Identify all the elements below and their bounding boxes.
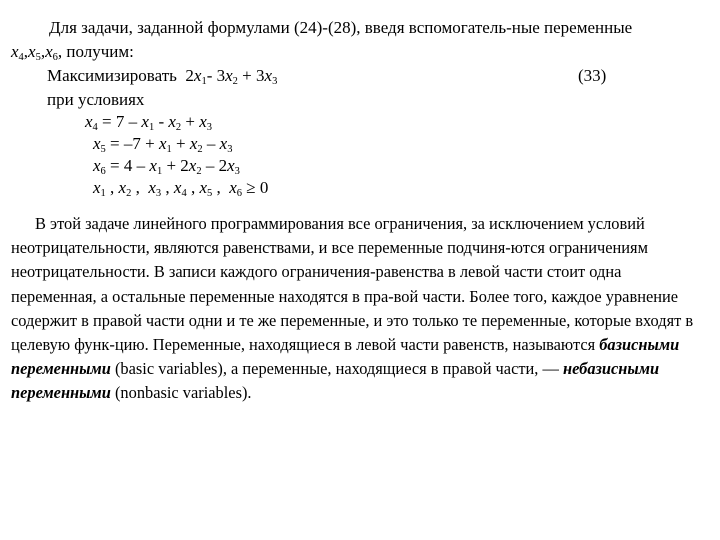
intro-line-2: $x_4,x_5,x_6$, получим: — [11, 42, 134, 63]
var-x4: x — [11, 42, 19, 61]
paragraph-text-2: (basic variables), а переменные, находящиеся в правой части, — — [110, 359, 563, 379]
term-nonbasic-variables: небазисными переменными — [11, 359, 660, 403]
var-x5: x — [28, 42, 36, 61]
objective-var-2: x — [225, 66, 233, 85]
objective-var-3: x — [264, 66, 273, 85]
objective-coef-1: 2 — [185, 66, 194, 85]
conditions-label: при условиях — [47, 90, 145, 109]
constraint-nonnegativity: $x_1$ , $x_2$ , $x_3$ , $x_4$ , $x_5$ , $x_6 \ge 0$ — [93, 178, 269, 199]
objective-coef-3: + 3 — [242, 66, 265, 85]
objective-sub-3: 3 — [272, 76, 278, 87]
explanation-paragraph — [11, 212, 701, 406]
objective-sub-1: 1 — [201, 76, 207, 87]
intro-line-2-tail: , получим: — [57, 42, 134, 61]
intro-line-1: Для задачи, заданной формулами (24)-(28), введя вспомогатель-ные переменные — [49, 18, 633, 37]
objective-sub-2: 2 — [232, 76, 238, 87]
var-x6: x — [45, 42, 53, 61]
equation-number: (33) — [578, 66, 607, 85]
var-x4-sub: 4 — [18, 52, 24, 63]
paragraph-text-3: (nonbasic variables). — [110, 383, 252, 403]
term-basic-variables: базисными переменными — [11, 335, 680, 379]
var-x6-sub: 6 — [52, 52, 58, 63]
objective-var-1: x — [193, 66, 202, 85]
objective-line — [47, 65, 277, 87]
paragraph-text-1: В этой задаче линейного программирования все ограничения, за исключением условий неотрицательности, являются равенствами, и все переменные подчиня-ются ограничениям неотрицательности. В записи каждого ограничения-равенства в левой части стоит одна переменная, а остальные переменные находятся в пра-вой части. Более того, каждое уравнение содержит в правой части одни и те же переменные, и это только те переменные, которые входят в целевую функ-цию. Переменные, находящиеся в левой части равенств, называются — [11, 214, 694, 355]
var-x5-sub: 5 — [35, 52, 41, 63]
objective-coef-2: - 3 — [206, 66, 226, 85]
constraint-x5: $x_5 = -7 + x_1 + x_2 - x_3$ — [93, 134, 233, 155]
constraint-x6: $x_6 = 4 - x_1 + 2x_2 - 2x_3$ — [93, 156, 240, 177]
objective-label: Максимизировать — [47, 66, 177, 85]
constraint-x4: $x_4 = 7 - x_1 - x_2 + x_3$ — [85, 112, 213, 133]
